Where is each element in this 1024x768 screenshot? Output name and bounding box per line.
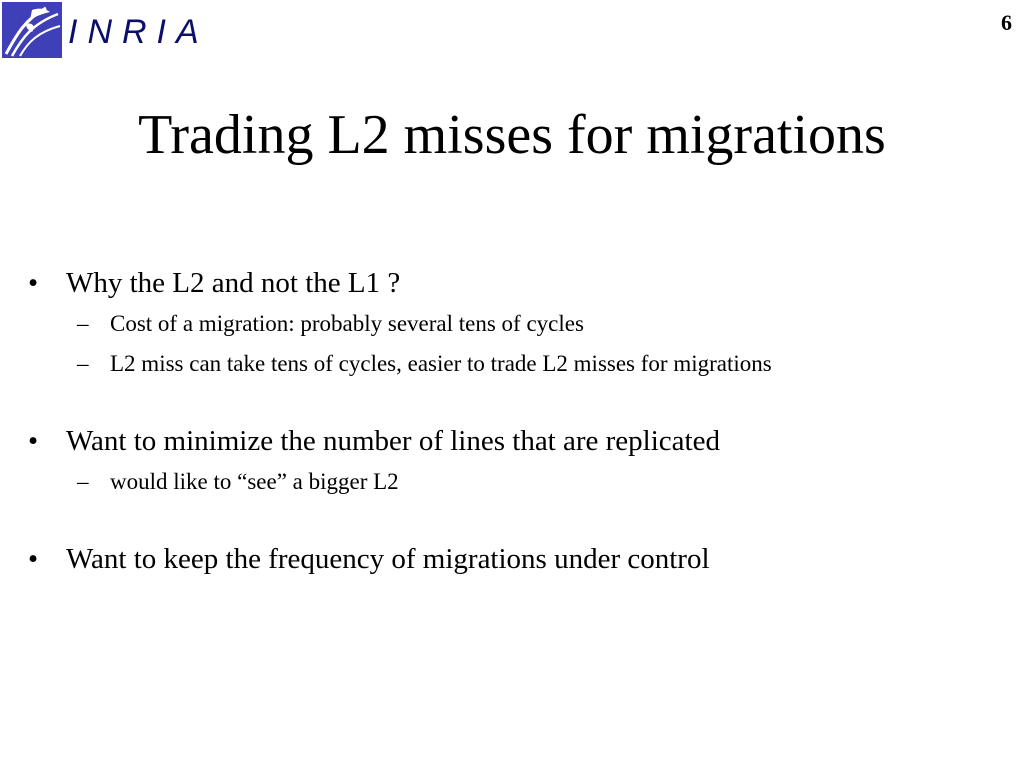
sub-bullet-marker: – xyxy=(77,311,89,336)
bullet-item xyxy=(0,262,1024,384)
bullet-text: Want to minimize the number of lines that are replicated xyxy=(66,425,720,457)
sub-bullet-item xyxy=(66,304,1024,344)
bullet-text: Why the L2 and not the L1 ? xyxy=(66,267,401,299)
inria-logo-text: INRIA xyxy=(68,13,209,51)
sub-bullet-text: Cost of a migration: probably several tens of cycles xyxy=(110,311,584,336)
sub-bullet-text: L2 miss can take tens of cycles, easier to trade L2 misses for migrations xyxy=(110,351,772,376)
sub-bullet-marker: – xyxy=(77,469,89,494)
bullet-item xyxy=(0,420,1024,502)
sub-bullet-item xyxy=(66,344,1024,384)
sub-bullet-list xyxy=(66,462,1024,502)
bullet-marker: • xyxy=(28,425,39,457)
page-number: 6 xyxy=(1001,10,1012,35)
bullet-marker: • xyxy=(28,267,39,299)
sub-bullet-item xyxy=(66,462,1024,502)
bullet-marker: • xyxy=(28,543,39,575)
bullet-item xyxy=(0,538,1024,580)
sub-bullet-text: would like to “see” a bigger L2 xyxy=(110,469,399,494)
bullet-list xyxy=(0,262,1024,580)
inria-logo xyxy=(0,0,230,62)
inria-logo-mark-icon xyxy=(2,2,62,58)
sub-bullet-marker: – xyxy=(77,351,89,376)
sub-bullet-list xyxy=(66,304,1024,384)
bullet-text: Want to keep the frequency of migrations under control xyxy=(66,543,710,575)
slide-title: Trading L2 misses for migrations xyxy=(138,104,886,166)
